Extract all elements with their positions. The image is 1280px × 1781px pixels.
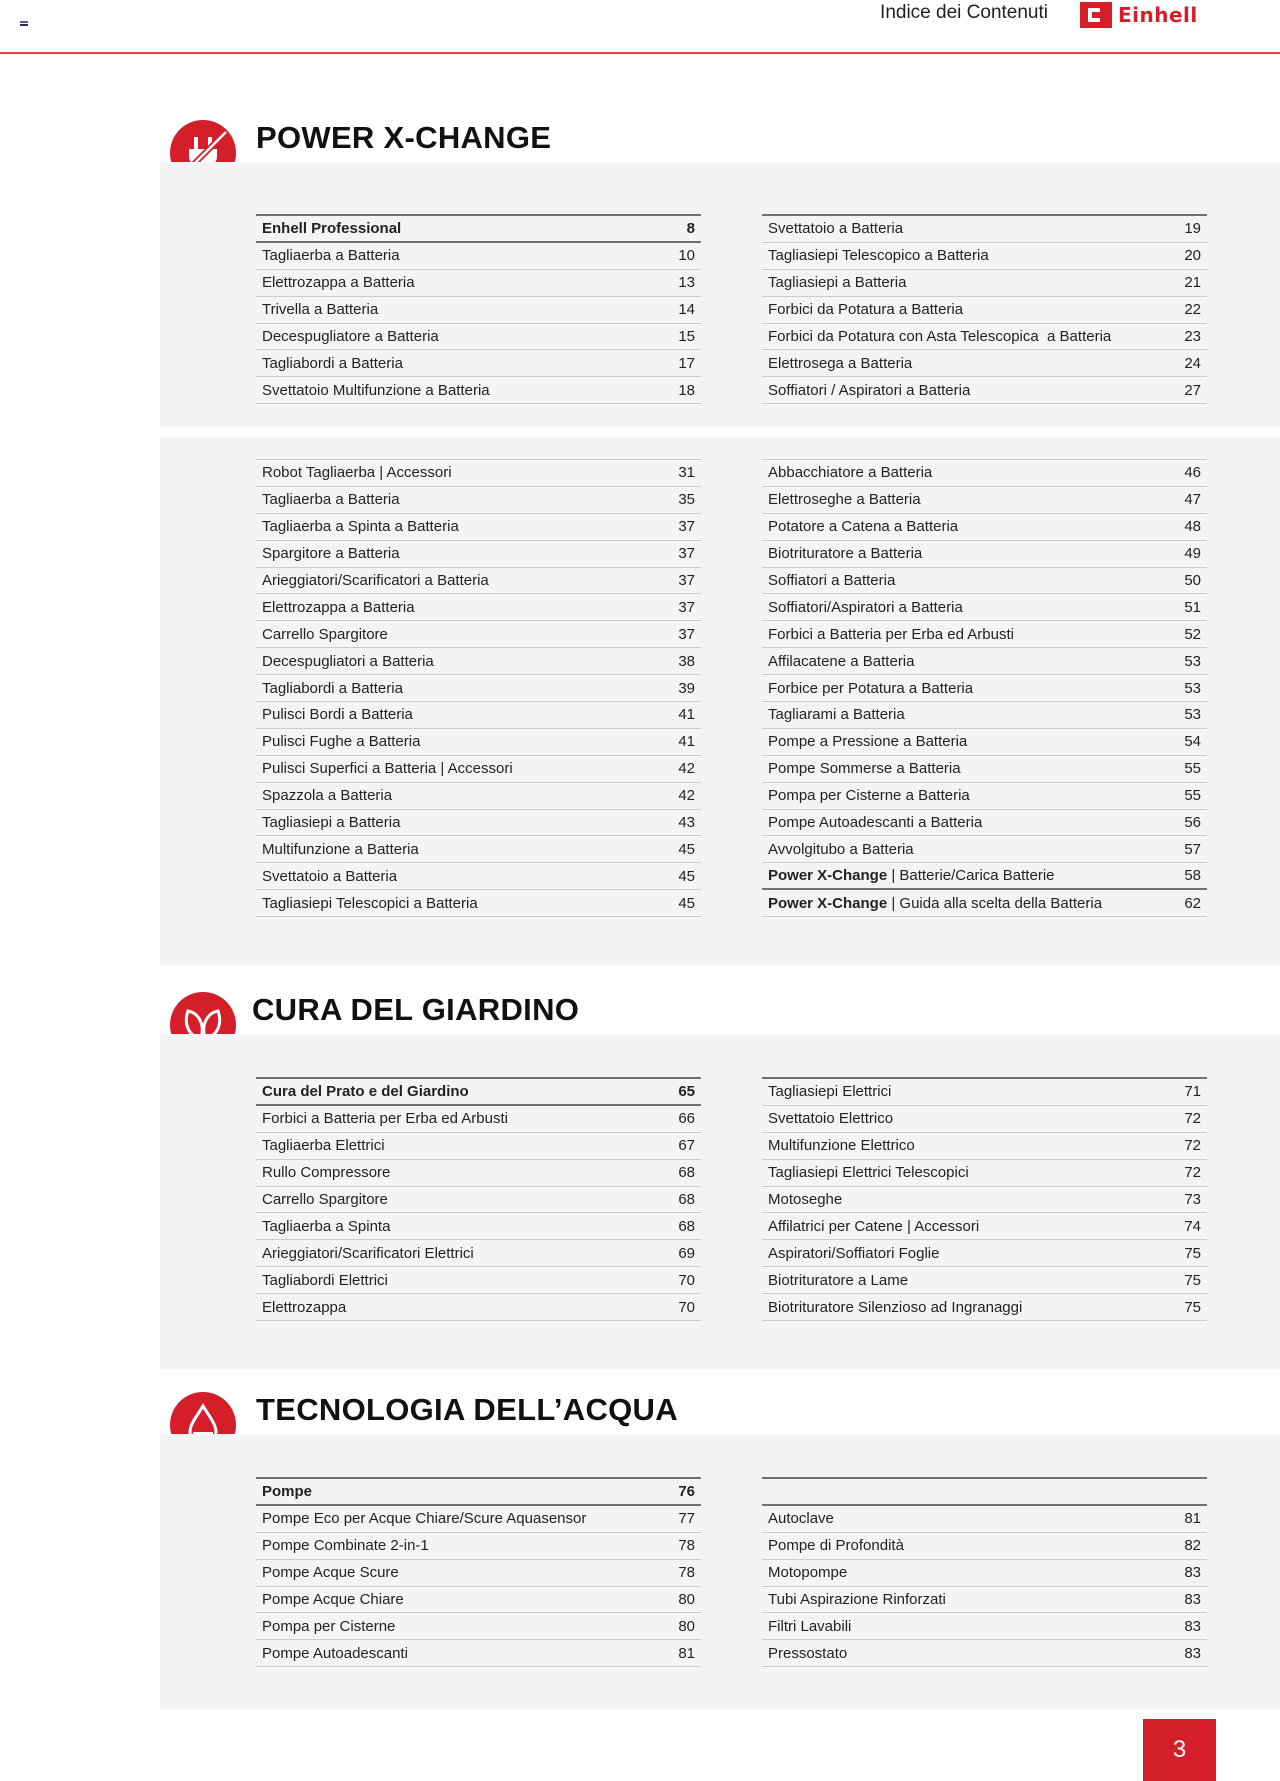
- toc-entry[interactable]: [762, 729, 1207, 756]
- toc-entry-label: Enhell Professional: [262, 219, 402, 237]
- toc-entry-page: 72: [1184, 1110, 1201, 1128]
- toc-entry-page: 37: [678, 545, 695, 563]
- toc-column: [762, 1477, 1207, 1667]
- toc-entry-label: Forbici da Potatura a Batteria: [768, 301, 964, 319]
- toc-entry-page: 56: [1184, 814, 1201, 832]
- toc-entry-label: Arieggiatori/Scarificatori a Batteria: [262, 572, 489, 589]
- toc-entry-label-rest: | Batterie/Carica Batterie: [887, 867, 1055, 885]
- toc-entry-label: Elettroseghe a Batteria: [768, 491, 921, 509]
- toc-entry-page: 50: [1184, 572, 1201, 589]
- toc-entry-label: Pompe Autoadescanti a Batteria: [768, 814, 983, 832]
- toc-entry-page: 80: [678, 1591, 695, 1608]
- toc-entry[interactable]: [762, 1240, 1207, 1267]
- toc-panel-garden: [160, 1034, 1280, 1369]
- section-title-power: POWER X-CHANGE: [256, 120, 552, 155]
- toc-entry-label: Abbacchiatore a Batteria: [768, 464, 933, 482]
- toc-entry-label: Biotrituratore Silenzioso ad Ingranaggi: [768, 1298, 1023, 1316]
- toc-entry-page: 57: [1184, 840, 1201, 858]
- toc-entry[interactable]: [256, 836, 701, 863]
- section-title-water: TECNOLOGIA DELL’ACQUA: [256, 1392, 678, 1427]
- toc-entry-label: [768, 895, 1102, 912]
- toc-column: [256, 459, 701, 917]
- toc-entry-page: 37: [678, 572, 695, 589]
- toc-entry-label: Forbici a Batteria per Erba ed Arbusti: [768, 625, 1014, 643]
- toc-entry-label: Elettrozappa a Batteria: [262, 274, 415, 292]
- toc-entry-label: Multifunzione Elettrico: [768, 1137, 915, 1155]
- toc-entry[interactable]: [762, 324, 1207, 351]
- toc-entry[interactable]: [762, 1560, 1207, 1587]
- toc-entry-label: Svettatoio Elettrico: [768, 1110, 894, 1128]
- toc-entry-page: 72: [1184, 1164, 1201, 1182]
- toc-entry-page: 78: [678, 1564, 695, 1582]
- toc-entry-label: Pompe: [262, 1482, 313, 1500]
- toc-entry-label: Autoclave: [768, 1510, 834, 1528]
- toc-entry-page: 45: [678, 894, 695, 912]
- toc-entry-page: 75: [1184, 1298, 1201, 1316]
- toc-entry-label: Forbici da Potatura con Asta Telescopica a Batteria: [768, 328, 1112, 345]
- toc-entry-label: Pompa per Cisterne a Batteria: [768, 787, 970, 805]
- toc-entry-label: Decespugliatori a Batteria: [262, 652, 434, 670]
- toc-entry-label: Tagliaerba Elettrici: [262, 1137, 385, 1155]
- toc-entry-page: 77: [678, 1510, 695, 1528]
- toc-entry-label: Tagliasiepi a Batteria: [768, 274, 907, 292]
- toc-entry-page: 53: [1184, 652, 1201, 670]
- toc-entry[interactable]: [762, 1267, 1207, 1294]
- toc-entry[interactable]: [256, 675, 701, 702]
- toc-entry-label: Arieggiatori/Scarificatori Elettrici: [262, 1244, 474, 1262]
- toc-entry-label: Pompe Autoadescanti: [262, 1644, 408, 1662]
- toc-entry-page: 55: [1184, 760, 1201, 778]
- toc-entry-label: Tagliarami a Batteria: [768, 706, 905, 724]
- toc-entry-page: 8: [686, 219, 695, 237]
- toc-entry-label: Svettatoio Multifunzione a Batteria: [262, 381, 490, 399]
- toc-entry-page: 35: [678, 491, 695, 509]
- toc-entry[interactable]: [762, 487, 1207, 514]
- toc-entry[interactable]: [256, 756, 701, 783]
- toc-entry-label: Biotrituratore a Batteria: [768, 545, 923, 563]
- toc-entry-label: Avvolgitubo a Batteria: [768, 840, 914, 858]
- toc-entry[interactable]: [762, 297, 1207, 324]
- toc-entry-page: 55: [1184, 787, 1201, 805]
- toc-entry-page: 76: [678, 1482, 695, 1500]
- toc-entry-label-bold: Power X-Change: [768, 867, 888, 885]
- toc-entry[interactable]: [256, 863, 701, 890]
- toc-entry-label: Tagliabordi Elettrici: [262, 1271, 388, 1289]
- page-number: 3: [1143, 1719, 1216, 1781]
- brand-logo[interactable]: [1080, 2, 1198, 28]
- toc-entry-label: Aspiratori/Soffiatori Foglie: [768, 1244, 940, 1262]
- toc-entry[interactable]: [762, 863, 1207, 890]
- toc-entry-page: 41: [678, 733, 695, 751]
- toc-entry[interactable]: [256, 783, 701, 810]
- toc-entry[interactable]: [762, 594, 1207, 621]
- toc-entry-page: 66: [678, 1110, 695, 1128]
- toc-entry[interactable]: [256, 1613, 701, 1640]
- toc-entry-label: Soffiatori / Aspiratori a Batteria: [768, 381, 971, 399]
- toc-column: [762, 459, 1207, 917]
- toc-entry[interactable]: [762, 460, 1207, 487]
- toc-entry-page: 70: [678, 1298, 695, 1316]
- toc-entry[interactable]: [256, 729, 701, 756]
- toc-entry[interactable]: [762, 1533, 1207, 1560]
- toc-entry-label: Spazzola a Batteria: [262, 787, 393, 805]
- toc-entry-label: Tagliabordi a Batteria: [262, 679, 403, 697]
- toc-entry-label: Pompe Acque Chiare: [262, 1591, 404, 1608]
- toc-entry-page: 81: [678, 1644, 695, 1662]
- toc-entry-page: 80: [678, 1617, 695, 1635]
- toc-entry-page: 20: [1184, 247, 1201, 265]
- toc-entry-page: 17: [678, 354, 695, 372]
- toc-entry-page: 41: [678, 706, 695, 724]
- toc-entry[interactable]: [256, 1187, 701, 1214]
- toc-entry[interactable]: [256, 1079, 701, 1106]
- toc-entry-page: 37: [678, 625, 695, 643]
- toc-entry-label: Pompe Sommerse a Batteria: [768, 760, 961, 778]
- toc-entry-label: Elettrozappa: [262, 1298, 347, 1316]
- toc-entry[interactable]: [762, 1133, 1207, 1160]
- toc-entry[interactable]: [256, 1106, 701, 1133]
- toc-entry[interactable]: [762, 648, 1207, 675]
- toc-entry-page: 72: [1184, 1137, 1201, 1155]
- toc-entry-page: 83: [1184, 1591, 1201, 1608]
- toc-entry-page: 75: [1184, 1244, 1201, 1262]
- toc-panel-power-1: [160, 162, 1280, 427]
- toc-entry-page: 78: [678, 1537, 695, 1555]
- toc-entry[interactable]: [762, 1587, 1207, 1614]
- toc-entry-label: Soffiatori/Aspiratori a Batteria: [768, 598, 963, 616]
- toc-entry[interactable]: [762, 1079, 1207, 1106]
- toc-entry-label: Cura del Prato e del Giardino: [262, 1082, 469, 1100]
- toc-panel-power-2: [160, 437, 1280, 965]
- toc-entry[interactable]: [256, 648, 701, 675]
- toc-entry-label: Motoseghe: [768, 1191, 843, 1208]
- toc-entry[interactable]: [762, 514, 1207, 541]
- toc-entry-label: Pompe Combinate 2-in-1: [262, 1537, 429, 1555]
- toc-entry[interactable]: [256, 1160, 701, 1187]
- toc-entry-label: Tubi Aspirazione Rinforzati: [768, 1591, 946, 1608]
- toc-entry[interactable]: [256, 377, 701, 404]
- toc-entry-page: 73: [1184, 1191, 1201, 1208]
- toc-entry[interactable]: [762, 810, 1207, 837]
- toc-entry-label: Rullo Compressore: [262, 1164, 391, 1182]
- toc-entry-label: [768, 867, 1055, 884]
- toc-entry-label: Potatore a Catena a Batteria: [768, 518, 959, 536]
- toc-entry-label: Pressostato: [768, 1644, 848, 1662]
- toc-entry-label: Carrello Spargitore: [262, 1191, 388, 1208]
- toc-entry[interactable]: [762, 1294, 1207, 1321]
- toc-entry-page: 31: [678, 464, 695, 482]
- toc-entry[interactable]: [256, 621, 701, 648]
- toc-entry[interactable]: [762, 783, 1207, 810]
- toc-entry-label: Pulisci Bordi a Batteria: [262, 706, 413, 724]
- toc-entry[interactable]: [256, 890, 701, 917]
- toc-column: [762, 214, 1207, 404]
- toc-entry-label: Svettatoio a Batteria: [262, 867, 398, 885]
- toc-entry-label-rest: | Guida alla scelta della Batteria: [887, 894, 1103, 912]
- toc-panel-water: [160, 1434, 1280, 1709]
- toc-entry-page: 68: [678, 1164, 695, 1182]
- toc-entry-label: Decespugliatore a Batteria: [262, 328, 439, 345]
- toc-entry[interactable]: [762, 1106, 1207, 1133]
- toc-entry[interactable]: [762, 270, 1207, 297]
- toc-entry[interactable]: [256, 1587, 701, 1614]
- toc-entry-page: 53: [1184, 679, 1201, 697]
- toc-entry[interactable]: [256, 350, 701, 377]
- toc-entry[interactable]: [762, 702, 1207, 729]
- toc-entry-page: 62: [1184, 894, 1201, 912]
- toc-entry-page: 42: [678, 787, 695, 805]
- toc-entry-page: 54: [1184, 733, 1201, 751]
- toc-row-spacer: [762, 1479, 1207, 1506]
- toc-entry-page: 58: [1184, 867, 1201, 885]
- menu-icon[interactable]: [20, 21, 28, 27]
- toc-entry-label: Tagliasiepi Elettrici Telescopici: [768, 1164, 969, 1182]
- toc-entry-page: 67: [678, 1137, 695, 1155]
- toc-entry[interactable]: [762, 541, 1207, 568]
- toc-entry-label: Multifunzione a Batteria: [262, 840, 419, 858]
- toc-entry[interactable]: [256, 568, 701, 595]
- toc-entry[interactable]: [256, 1133, 701, 1160]
- toc-entry-page: 51: [1184, 598, 1201, 616]
- toc-entry-label: Forbice per Potatura a Batteria: [768, 679, 974, 697]
- toc-entry[interactable]: [256, 1294, 701, 1321]
- toc-entry[interactable]: [762, 675, 1207, 702]
- toc-entry[interactable]: [256, 297, 701, 324]
- toc-entry-label: Tagliaerba a Batteria: [262, 491, 400, 509]
- toc-entry[interactable]: [256, 1560, 701, 1587]
- toc-entry-page: 69: [678, 1244, 695, 1262]
- toc-entry[interactable]: [256, 216, 701, 243]
- toc-column: [256, 1477, 701, 1667]
- toc-entry-label: Pompe Eco per Acque Chiare/Scure Aquasensor: [262, 1510, 587, 1528]
- toc-entry-label: Forbici a Batteria per Erba ed Arbusti: [262, 1110, 508, 1128]
- toc-entry-page: 82: [1184, 1537, 1201, 1555]
- toc-entry[interactable]: [762, 1187, 1207, 1214]
- toc-entry-label: Tagliasiepi Telescopici a Batteria: [262, 894, 478, 912]
- toc-entry[interactable]: [256, 270, 701, 297]
- toc-entry-page: 23: [1184, 328, 1201, 345]
- toc-entry[interactable]: [762, 568, 1207, 595]
- toc-entry[interactable]: [256, 1479, 701, 1506]
- toc-entry-label: Tagliaerba a Spinta a Batteria: [262, 518, 459, 536]
- toc-entry-page: 45: [678, 840, 695, 858]
- toc-entry-page: 24: [1184, 354, 1201, 372]
- toc-entry-page: 19: [1184, 220, 1201, 238]
- toc-entry-page: 83: [1184, 1617, 1201, 1635]
- toc-entry-label: Biotrituratore a Lame: [768, 1271, 909, 1289]
- toc-entry-label: Filtri Lavabili: [768, 1617, 852, 1635]
- toc-entry[interactable]: [256, 810, 701, 837]
- section-title-garden: CURA DEL GIARDINO: [252, 992, 580, 1027]
- toc-entry-page: 68: [678, 1217, 695, 1235]
- toc-entry[interactable]: [256, 1267, 701, 1294]
- toc-entry-label: Soffiatori a Batteria: [768, 572, 896, 589]
- toc-entry-label: Pompe a Pressione a Batteria: [768, 733, 968, 751]
- toc-entry-page: 65: [678, 1082, 695, 1100]
- toc-entry[interactable]: [256, 514, 701, 541]
- toc-entry[interactable]: [762, 621, 1207, 648]
- toc-entry-page: 42: [678, 760, 695, 778]
- toc-entry-page: 49: [1184, 545, 1201, 563]
- toc-entry-page: 18: [678, 381, 695, 399]
- toc-entry-label: Tagliaerba a Batteria: [262, 247, 400, 265]
- toc-entry-page: 68: [678, 1191, 695, 1208]
- toc-entry-page: 53: [1184, 706, 1201, 724]
- toc-entry[interactable]: [762, 836, 1207, 863]
- toc-entry[interactable]: [256, 702, 701, 729]
- toc-entry[interactable]: [256, 594, 701, 621]
- toc-entry-page: 45: [678, 867, 695, 885]
- toc-entry-label: Tagliaerba a Spinta: [262, 1217, 391, 1235]
- toc-entry-page: 46: [1184, 464, 1201, 482]
- toc-entry-page: 22: [1184, 301, 1201, 319]
- toc-entry-label: Pompe di Profondità: [768, 1537, 904, 1555]
- toc-entry-page: 21: [1184, 274, 1201, 292]
- toc-entry-page: 13: [678, 274, 695, 292]
- toc-entry[interactable]: [762, 756, 1207, 783]
- toc-entry-label: Elettrosega a Batteria: [768, 354, 913, 372]
- toc-entry-label: Affilatrici per Catene | Accessori: [768, 1217, 980, 1235]
- toc-entry[interactable]: [762, 890, 1207, 917]
- toc-entry-page: 10: [678, 247, 695, 265]
- page-header: [0, 0, 1280, 54]
- toc-column: [762, 1077, 1207, 1321]
- toc-entry[interactable]: [256, 324, 701, 351]
- toc-entry-label: Tagliasiepi a Batteria: [262, 814, 401, 832]
- toc-entry-label-bold: Power X-Change: [768, 894, 888, 912]
- toc-entry[interactable]: [256, 1533, 701, 1560]
- toc-entry-label: Svettatoio a Batteria: [768, 220, 904, 238]
- toc-entry-label: Motopompe: [768, 1564, 848, 1582]
- toc-entry[interactable]: [762, 377, 1207, 404]
- toc-entry-label: Spargitore a Batteria: [262, 545, 400, 563]
- toc-entry-page: 83: [1184, 1644, 1201, 1662]
- toc-entry-label: Elettrozappa a Batteria: [262, 598, 415, 616]
- toc-entry[interactable]: [762, 1506, 1207, 1533]
- toc-entry-label: Pulisci Fughe a Batteria: [262, 733, 421, 751]
- toc-entry[interactable]: [256, 1213, 701, 1240]
- toc-entry-page: 48: [1184, 518, 1201, 536]
- toc-entry-label: Pompe Acque Scure: [262, 1564, 399, 1582]
- toc-entry[interactable]: [762, 243, 1207, 270]
- toc-entry-page: 43: [678, 814, 695, 832]
- toc-entry-label: Pulisci Superfici a Batteria | Accessori: [262, 760, 513, 778]
- toc-entry-page: 75: [1184, 1271, 1201, 1289]
- toc-entry-page: 37: [678, 518, 695, 536]
- toc-entry[interactable]: [256, 1506, 701, 1533]
- toc-entry-label: Pompa per Cisterne: [262, 1617, 396, 1635]
- brand-name: Einhell: [1118, 3, 1198, 27]
- toc-entry[interactable]: [762, 216, 1207, 243]
- toc-entry-label: Tagliasiepi Elettrici: [768, 1083, 892, 1101]
- toc-entry-label: Trivella a Batteria: [262, 301, 379, 319]
- toc-entry-page: 39: [678, 679, 695, 697]
- toc-entry[interactable]: [256, 1640, 701, 1667]
- toc-entry[interactable]: [256, 487, 701, 514]
- toc-entry-page: 38: [678, 652, 695, 670]
- logo-mark-icon: [1080, 2, 1112, 28]
- toc-entry-label: Tagliabordi a Batteria: [262, 354, 403, 372]
- toc-entry-page: 70: [678, 1271, 695, 1289]
- toc-entry[interactable]: [256, 541, 701, 568]
- toc-entry-page: 14: [678, 301, 695, 319]
- header-title: Indice dei Contenuti: [880, 2, 1048, 23]
- toc-entry-page: 52: [1184, 625, 1201, 643]
- toc-entry-page: 15: [678, 328, 695, 345]
- toc-entry[interactable]: [256, 1240, 701, 1267]
- toc-entry-label: Tagliasiepi Telescopico a Batteria: [768, 247, 989, 265]
- toc-entry-page: 71: [1184, 1083, 1201, 1101]
- toc-entry-page: 83: [1184, 1564, 1201, 1582]
- toc-column: [256, 1077, 701, 1321]
- toc-entry-label: Robot Tagliaerba | Accessori: [262, 464, 452, 482]
- toc-entry-page: 27: [1184, 381, 1201, 399]
- toc-entry-label: Affilacatene a Batteria: [768, 652, 915, 670]
- toc-entry[interactable]: [256, 243, 701, 270]
- toc-entry[interactable]: [762, 350, 1207, 377]
- toc-entry[interactable]: [256, 460, 701, 487]
- toc-entry-page: 81: [1184, 1510, 1201, 1528]
- toc-entry[interactable]: [762, 1160, 1207, 1187]
- toc-entry[interactable]: [762, 1213, 1207, 1240]
- toc-entry[interactable]: [762, 1613, 1207, 1640]
- toc-entry-label: Carrello Spargitore: [262, 625, 388, 643]
- toc-entry-page: 37: [678, 598, 695, 616]
- toc-entry[interactable]: [762, 1640, 1207, 1667]
- toc-entry-page: 47: [1184, 491, 1201, 509]
- toc-column: [256, 214, 701, 404]
- toc-entry-page: 74: [1184, 1217, 1201, 1235]
